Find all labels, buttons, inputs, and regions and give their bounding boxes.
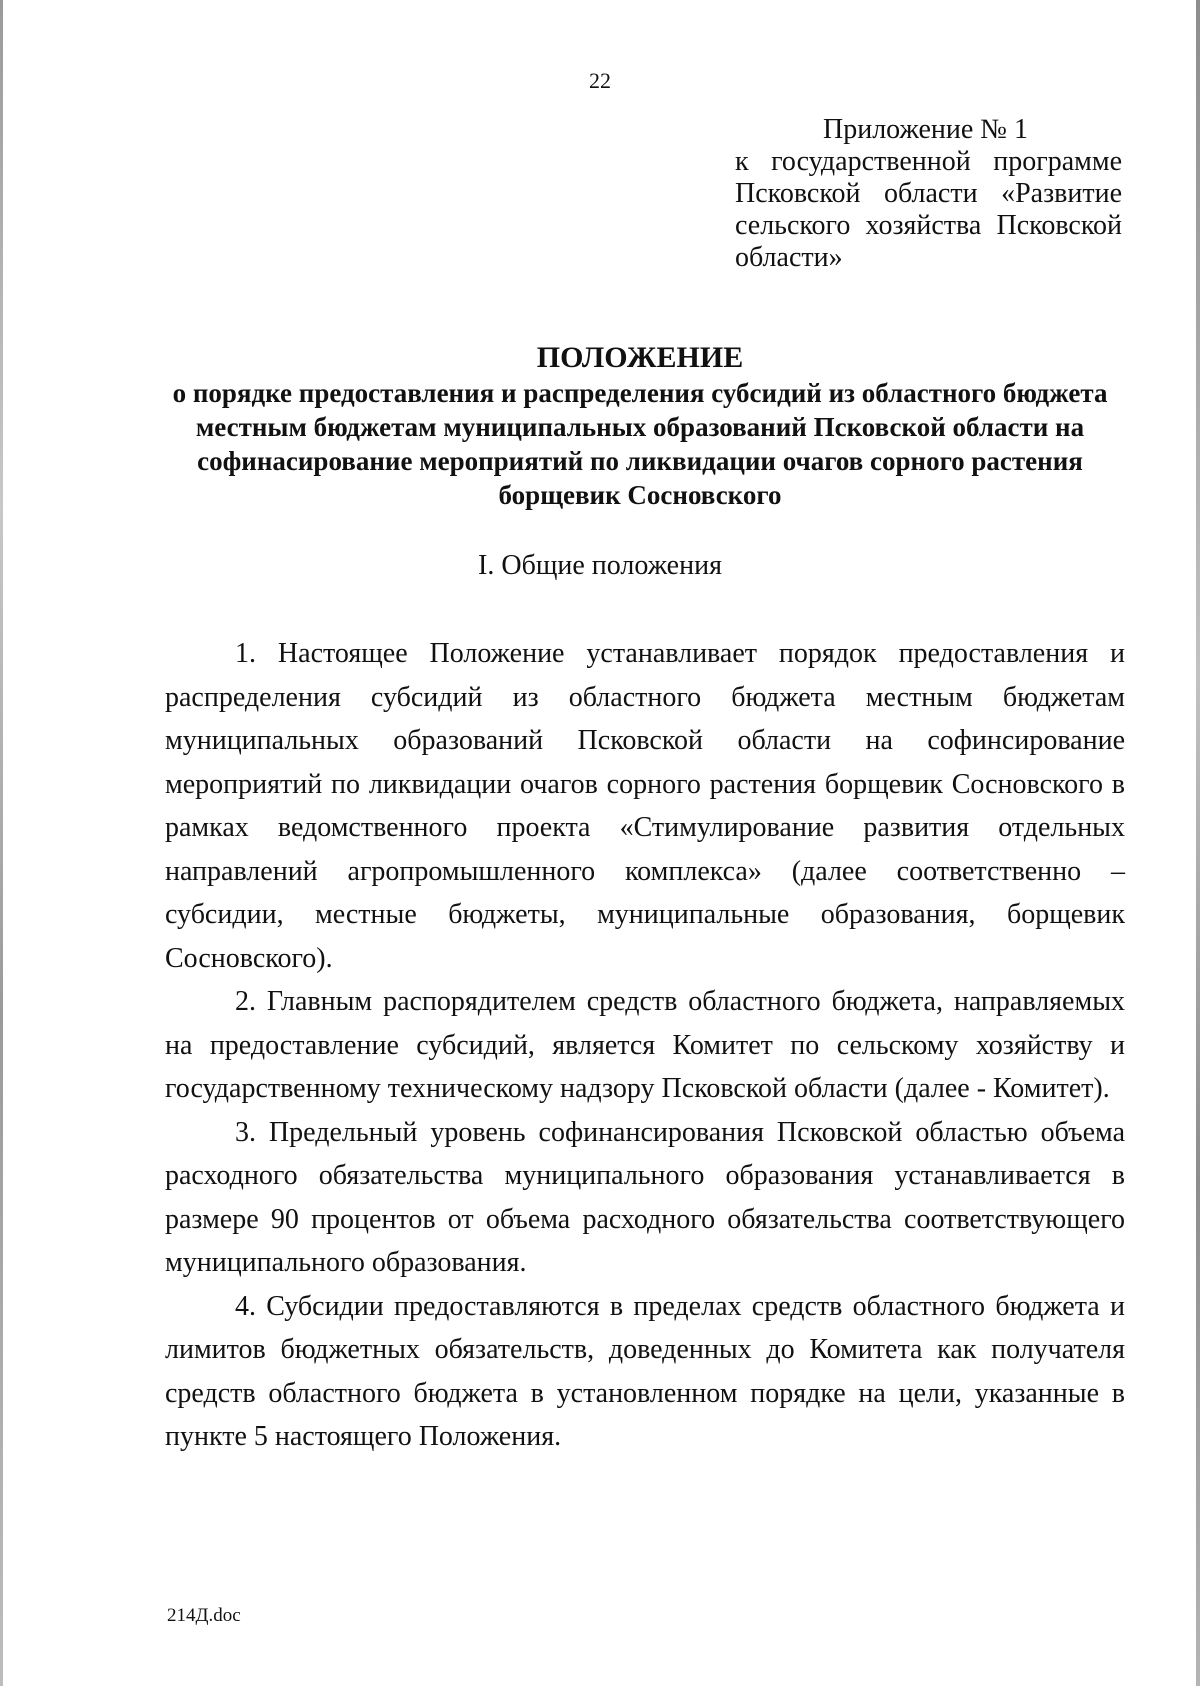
document-subtitle: о порядке предоставления и распределения субсидий из областного бюджета местным бюджетам муниципальных образований Псковской области на софинасирование мероприятий по ликвидации очагов сорного растения борщевик Сосновского	[172, 378, 1108, 510]
paragraph-2: 2. Главным распорядителем средств областного бюджета, направляемых на предоставление субсидий, является Комитет по сельскому хозяйству и государственному техническому надзору Псковской области (далее - Комитет).	[165, 986, 1125, 1104]
page-number: 22	[589, 68, 611, 93]
document-heading	[150, 340, 1130, 512]
scan-edge-left	[0, 0, 3, 1686]
appendix-body: к государственной программе Псковской области «Развитие сельского хозяйства Псковской области»	[735, 146, 1122, 273]
body-text	[165, 632, 1125, 1459]
paragraph-3: 3. Предельный уровень софинансирования Псковской областью объема расходного обязательства муниципального образования устанавливается в размере 90 процентов от объема расходного обязательства соответствующего муниципального образования.	[165, 1116, 1125, 1278]
footer-filename: 214Д.doc	[167, 1605, 241, 1626]
paragraph-4: 4. Субсидии предоставляются в пределах средств областного бюджета и лимитов бюджетных обязательств, доведенных до Комитета как получателя средств областного бюджета в установленном порядке на цели, указанные в пункте 5 настоящего Положения.	[165, 1290, 1125, 1452]
appendix-block	[735, 114, 1122, 274]
appendix-title: Приложение № 1	[823, 114, 1028, 145]
section-title: I. Общие положения	[478, 550, 722, 581]
scan-edge-right	[1196, 0, 1200, 1686]
paragraph-1: 1. Настоящее Положение устанавливает порядок предоставления и распределения субсидий из областного бюджета местным бюджетам муниципальных образований Псковской области на софинсирование мероприятий по ликвидации очагов сорного растения борщевик Сосновского в рамках ведомственного проекта «Стимулирование развития отдельных направлений агропромышленного комплекса» (далее соответственно – субсидии, местные бюджеты, муниципальные образования, борщевик Сосновского).	[165, 638, 1125, 974]
document-title: ПОЛОЖЕНИЕ	[536, 341, 744, 374]
